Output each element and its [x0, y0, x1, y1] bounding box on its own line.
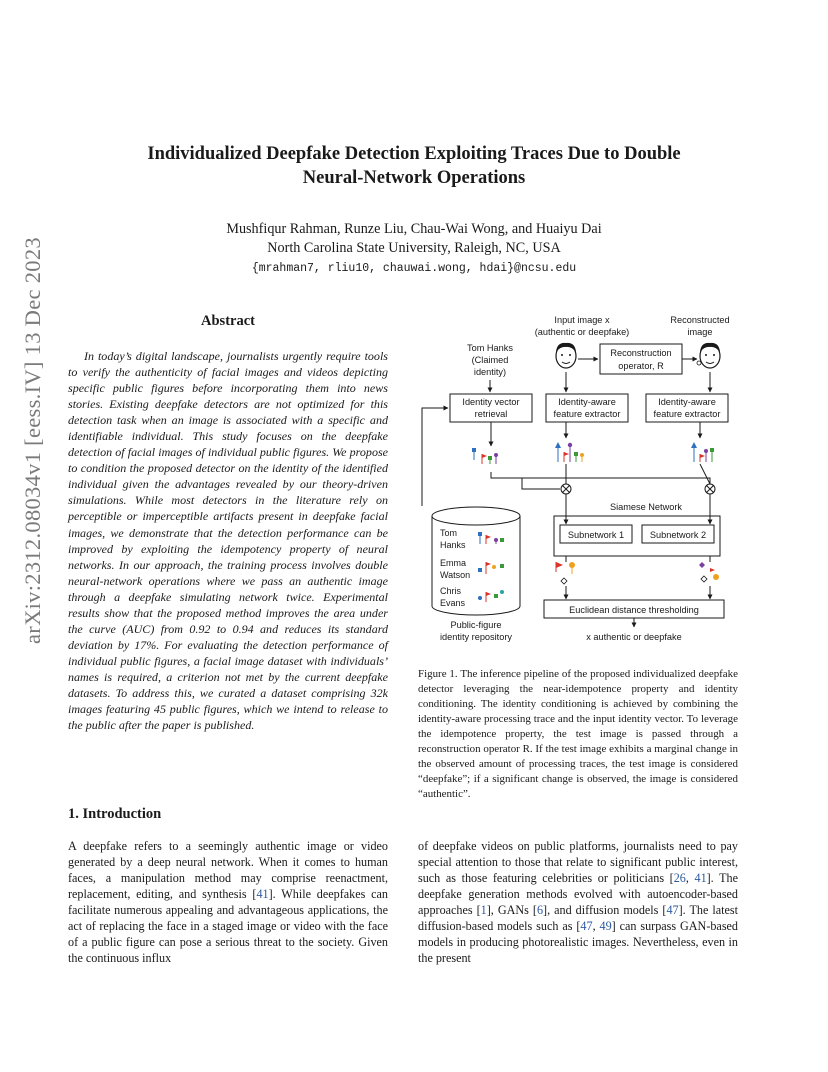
- claimed-identity-1: Tom Hanks: [467, 343, 513, 353]
- intro-text: ], and diffusion models [: [543, 903, 667, 918]
- authors: Mushfiqur Rahman, Runze Liu, Chau-Wai Wong, and Huaiyu Dai: [226, 221, 602, 237]
- input-face-icon: [556, 343, 576, 368]
- reconstructed-face-icon: [697, 343, 720, 368]
- intro-text: ]. The deepfake generation methods evolved with autoencoder-based approaches [: [418, 871, 738, 918]
- trace-vector-icon-1: [555, 442, 584, 462]
- intro-text: ] can surpass GAN-based models in producing photorealistic images. Nevertheless, even in the present: [418, 919, 738, 966]
- repo-name-3b: Evans: [440, 598, 466, 608]
- introduction-heading: 1. Introduction: [68, 806, 162, 822]
- citation-link[interactable]: 6: [536, 903, 544, 918]
- recon-label-2: image: [687, 327, 713, 337]
- introduction-left-column: [68, 838, 388, 966]
- citation-link[interactable]: 47: [580, 919, 593, 934]
- introduction-right-column: [418, 838, 738, 966]
- affiliation: North Carolina State University, Raleigh, NC, USA: [267, 240, 561, 256]
- subnet-1-label: Subnetwork 1: [567, 530, 625, 540]
- emails: {mrahman7, rliu10, chauwai.wong, hdai}@ncsu.edu: [251, 262, 577, 275]
- embedding-icon-2: [699, 562, 719, 582]
- siamese-label: Siamese Network: [610, 502, 682, 512]
- intro-text: ,: [592, 919, 600, 934]
- ivr-1: Identity vector: [462, 397, 520, 407]
- intro-text: A deepfake refers to a seemingly authentic image or video generated by a deep neural network. When it comes to human faces, a manipulation method may comprise reenactment, replacement, editing, and synthesis [: [68, 839, 388, 902]
- output-label: x authentic or deepfake: [586, 632, 682, 642]
- repo-name-2b: Watson: [440, 570, 471, 580]
- intro-text: ]. The latest diffusion-based models such as [: [418, 903, 739, 934]
- input-label-2: (authentic or deepfake): [534, 327, 630, 337]
- recon-op-1: Reconstruction: [610, 348, 672, 358]
- paper-title: [100, 142, 728, 190]
- ivr-2: retrieval: [474, 409, 508, 419]
- repo-caption-1: Public-figure: [450, 620, 502, 630]
- repo-name-3a: Chris: [440, 586, 462, 596]
- combine-operator-2-icon: [705, 484, 715, 494]
- claimed-identity-3: identity): [473, 367, 507, 377]
- iafe-1b: feature extractor: [553, 409, 621, 419]
- repo-name-2a: Emma: [440, 558, 467, 568]
- citation-link[interactable]: 41: [256, 887, 269, 902]
- intro-text: ,: [685, 871, 695, 886]
- input-label-1: Input image x: [554, 315, 610, 325]
- citation-link[interactable]: 1: [480, 903, 487, 918]
- author-block: [100, 220, 728, 258]
- repo-name-1a: Tom: [440, 528, 458, 538]
- citation-link[interactable]: 47: [666, 903, 679, 918]
- iafe-2b: feature extractor: [653, 409, 721, 419]
- figure-1-pipeline: [410, 310, 750, 650]
- title-line-1: Individualized Deepfake Detection Exploiting Traces Due to Double: [147, 144, 681, 164]
- recon-label-1: Reconstructed: [670, 315, 730, 325]
- repo-name-1b: Hanks: [440, 540, 466, 550]
- citation-link[interactable]: 41: [694, 871, 707, 886]
- recon-op-2: operator, R: [618, 361, 664, 371]
- citation-link[interactable]: 49: [599, 919, 612, 934]
- euclid-label: Euclidean distance thresholding: [569, 605, 699, 615]
- abstract-heading: Abstract: [201, 313, 255, 329]
- arxiv-identifier: arXiv:2312.08034v1 [eess.IV] 13 Dec 2023: [20, 237, 45, 644]
- citation-link[interactable]: 26: [673, 871, 686, 886]
- figure-1-caption: Figure 1. The inference pipeline of the proposed individualized deepfake detector leveraging the near-idempotence property and identity conditioning. The identity conditioning is achieved by combining the identity-aware processing trace and the input identity vector. To leverage the idempotence property, the test image is passed through a reconstruction operator R. If the test image exhibits a marginal change in the observed amount of processing traces, the test image is considered “deepfake”; if a significant change is observed, the image is considered “authentic”.: [418, 668, 738, 800]
- iafe-2a: Identity-aware: [658, 397, 716, 407]
- repo-caption-2: identity repository: [439, 632, 513, 642]
- subnet-2-label: Subnetwork 2: [649, 530, 707, 540]
- trace-vector-icon-2: [691, 442, 714, 462]
- intro-text: ], GANs [: [486, 903, 537, 918]
- claimed-identity-2: (Claimed: [471, 355, 509, 365]
- embedding-icon-1: [556, 562, 575, 584]
- intro-text: ]. While deepfakes can facilitate numerous appealing and advantageous applications, the act of replacing the face in a staged image or video with the face of a public figure can pose a serious threat to the society. Given the continuous influx: [68, 887, 388, 966]
- abstract-body: In today’s digital landscape, journalists urgently require tools to verify the authenticity of facial images and videos depicting specific public figures before incorporating them into news stories. Existing deepfake detectors are not optimized for this detection task when an image is associated with a specific and identifiable individual. This study focuses on the deepfake detection of facial images of individual public figures. We propose to condition the proposed detector on the identity of the identified individual given the advantages revealed by our theory-driven simulations. While most detectors in the literature rely on perceptible or imperceptible artifacts present in deepfake facial images, we demonstrate that the detection performance can be improved by exploiting the idempotency property of neural networks. In our approach, the training process involves double neural-network operations where we pass an authentic image through a deepfake simulating network twice. Experimental results show that the proposed method improves the area under the curve (AUC) from 0.92 to 0.94 and reduces its standard deviation by 17%. For evaluating the detection performance of individual public figures, a facial image dataset with individuals’ names is required, a criterion not met by the current deepfake datasets. To address this, we curated a dataset comprising 32k images featuring 45 public figures, which we intend to release to the public after the paper is published.: [68, 349, 388, 733]
- iafe-1a: Identity-aware: [558, 397, 616, 407]
- identity-vector-icon: [472, 448, 498, 464]
- combine-operator-1-icon: [561, 484, 571, 494]
- title-line-2: Neural-Network Operations: [302, 168, 526, 188]
- intro-text: of deepfake videos on public platforms, journalists need to pay special attention to those that relate to significant public interest, such as those featuring celebrities or politicians [: [418, 839, 738, 886]
